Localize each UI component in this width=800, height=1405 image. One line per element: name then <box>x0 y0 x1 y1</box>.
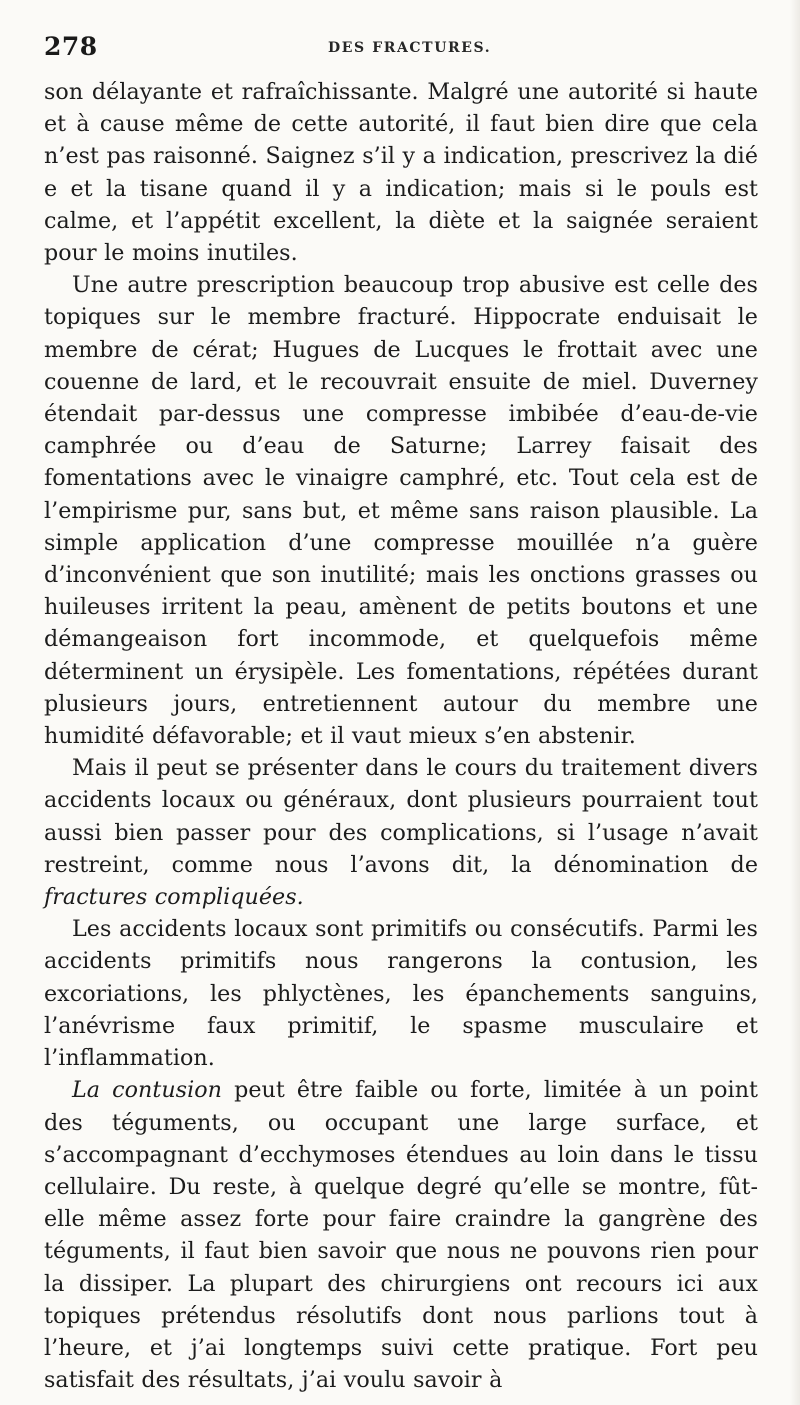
paragraph-1: son délayante et rafraîchissante. Malgré une autorité si haute et à cause même de cette autorité, il faut bien dire que cela n’est pas raisonné. Saignez s’il y a indication, prescrivez la dié e et la tisane quand il y a indication; mais si le pouls est calme, et l’appétit excellent, la diète et la saignée seraient pour le moins inutiles. <box>44 79 758 267</box>
paragraph-5-text: peut être faible ou forte, limitée à un point des téguments, ou occupant une large surface, et s’accompagnant d’ecchymoses étendues au loin dans le tissu cellulaire. Du reste, à quelque degré qu’elle se montre, fût-elle même assez forte pour faire craindre la gangrène des téguments, il faut bien savoir que nous ne pouvons rien pour la dissiper. La plupart des chirurgiens ont recours ici aux topiques prétendus résolutifs dont nous parlions tout à l’heure, et j’ai longtemps suivi cette pratique. Fort peu satisfait des résultats, j’ai voulu savoir à <box>44 1077 758 1394</box>
page-header <box>44 30 758 76</box>
paragraph-5 <box>44 1074 758 1396</box>
paragraph-2: Une autre prescription beaucoup trop abusive est celle des topiques sur le membre fracturé. Hippocrate enduisait le membre de cérat; Hugues de Lucques le frottait avec une couenne de lard, et le recouvrait ensuite de miel. Duverney étendait par-dessus une compresse imbibée d’eau-de-vie camphrée ou d’eau de Saturne; Larrey faisait des fomentations avec le vinaigre camphré, etc. Tout cela est de l’empirisme pur, sans but, et même sans raison plausible. La simple application d’une compresse mouillée n’a guère d’inconvénient que son inutilité; mais les onctions grasses ou huileuses irritent la peau, amènent de petits boutons et une démangeaison fort incommode, et quelquefois même déterminent un érysipèle. Les fomentations, répétées durant plusieurs jours, entretiennent autour du membre une humidité défavorable; et il vaut mieux s’en abstenir. <box>44 272 758 750</box>
paragraph-5-italic: La contusion <box>72 1077 223 1104</box>
paragraph-3 <box>44 752 758 913</box>
paragraph-3-italic: fractures compliquées. <box>44 884 304 911</box>
paragraph-3-text: Mais il peut se présenter dans le cours du traitement divers accidents locaux ou généraux, dont plusieurs pourraient tout aussi bien passer pour des complications, si l’usage n’avait restreint, comme nous l’avons dit, la dénomination de <box>44 755 758 878</box>
body-text <box>44 76 758 1396</box>
paragraph-4: Les accidents locaux sont primitifs ou consécutifs. Parmi les accidents primitifs nous rangerons la contusion, les excoriations, les phlyctènes, les épanchements sanguins, l’anévrisme faux primitif, le spasme musculaire et l’inflammation. <box>44 916 758 1072</box>
page-number: 278 <box>44 32 98 61</box>
page-edge-shadow <box>790 0 800 1405</box>
running-title: DES FRACTURES. <box>328 40 492 56</box>
